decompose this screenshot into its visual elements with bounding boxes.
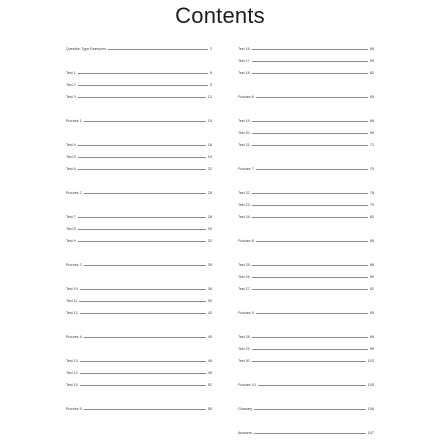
toc-entry bbox=[238, 201, 374, 207]
toc-entry bbox=[238, 309, 374, 315]
entry-page-number: 15 bbox=[207, 119, 212, 123]
entry-label: Puzzles 8 bbox=[238, 239, 254, 243]
dotted-leader bbox=[254, 433, 366, 434]
entry-label: Test 13 bbox=[66, 359, 78, 363]
entry-page-number: 82 bbox=[369, 215, 374, 219]
entry-label: Test 16 bbox=[238, 47, 250, 51]
dotted-leader bbox=[256, 169, 368, 170]
entry-label: Puzzles 6 bbox=[238, 95, 254, 99]
entry-page-number: 25 bbox=[207, 191, 212, 195]
dotted-leader bbox=[252, 73, 368, 74]
page-title: Contents bbox=[175, 3, 265, 28]
entry-label: Test 20 bbox=[238, 131, 250, 135]
dotted-leader bbox=[256, 313, 368, 314]
entry-label: Answers bbox=[238, 431, 252, 435]
entry-page-number: 36 bbox=[207, 287, 212, 291]
entry-page-number: 76 bbox=[369, 191, 374, 195]
entry-page-number: 12 bbox=[207, 95, 212, 99]
dotted-leader bbox=[80, 361, 206, 362]
dotted-leader bbox=[78, 229, 206, 230]
entry-label: Puzzles 9 bbox=[238, 311, 254, 315]
toc-entry bbox=[238, 129, 374, 135]
entry-label: Test 14 bbox=[66, 371, 78, 375]
toc-right-column bbox=[238, 0, 374, 440]
dotted-leader bbox=[78, 145, 206, 146]
toc-entry bbox=[66, 261, 212, 267]
entry-page-number: 69 bbox=[369, 131, 374, 135]
entry-page-number: 52 bbox=[207, 383, 212, 387]
dotted-leader bbox=[84, 265, 206, 266]
toc-entry bbox=[66, 141, 212, 147]
toc-entry bbox=[238, 45, 374, 51]
entry-page-number: 89 bbox=[369, 275, 374, 279]
entry-page-number: 32 bbox=[207, 239, 212, 243]
toc-left-column bbox=[66, 0, 212, 440]
entry-label: Test 3 bbox=[66, 95, 76, 99]
toc-entry bbox=[238, 261, 374, 267]
entry-page-number: 105 bbox=[367, 383, 374, 387]
dotted-leader bbox=[84, 409, 206, 410]
dotted-leader bbox=[252, 337, 368, 338]
entry-label: Test 6 bbox=[66, 167, 76, 171]
entry-page-number: 75 bbox=[369, 167, 374, 171]
toc-entry bbox=[238, 285, 374, 291]
entry-page-number: 99 bbox=[369, 347, 374, 351]
dotted-leader bbox=[84, 193, 206, 194]
entry-page-number: 2 bbox=[209, 47, 212, 51]
entry-label: Test 11 bbox=[66, 299, 78, 303]
toc-entry bbox=[238, 213, 374, 219]
entry-page-number: 102 bbox=[367, 359, 374, 363]
entry-label: Question Type Examples bbox=[66, 47, 106, 51]
toc-entry bbox=[66, 405, 212, 411]
entry-label: Test 29 bbox=[238, 347, 250, 351]
entry-label: Puzzles 1 bbox=[66, 119, 82, 123]
entry-page-number: 107 bbox=[367, 431, 374, 435]
dotted-leader bbox=[80, 373, 206, 374]
dotted-leader bbox=[252, 145, 368, 146]
entry-label: Test 23 bbox=[238, 203, 250, 207]
entry-label: Puzzles 4 bbox=[66, 335, 82, 339]
entry-label: Test 7 bbox=[66, 215, 76, 219]
entry-label: Test 17 bbox=[238, 59, 250, 63]
dotted-leader bbox=[84, 337, 206, 338]
entry-label: Test 10 bbox=[66, 287, 78, 291]
entry-page-number: 86 bbox=[369, 263, 374, 267]
toc-entry bbox=[238, 429, 374, 435]
entry-page-number: 45 bbox=[207, 335, 212, 339]
dotted-leader bbox=[252, 349, 368, 350]
entry-label: Test 8 bbox=[66, 227, 76, 231]
toc-entry bbox=[238, 165, 374, 171]
entry-label: Glossary bbox=[238, 407, 253, 411]
entry-page-number: 49 bbox=[207, 371, 212, 375]
entry-label: Test 26 bbox=[238, 275, 250, 279]
entry-page-number: 55 bbox=[207, 407, 212, 411]
dotted-leader bbox=[78, 217, 206, 218]
entry-page-number: 62 bbox=[369, 71, 374, 75]
dotted-leader bbox=[79, 301, 205, 302]
toc-entry bbox=[66, 45, 212, 51]
dotted-leader bbox=[252, 193, 368, 194]
dotted-leader bbox=[108, 49, 208, 50]
entry-page-number: 19 bbox=[207, 155, 212, 159]
entry-label: Test 15 bbox=[66, 383, 78, 387]
dotted-leader bbox=[258, 385, 366, 386]
toc-entry bbox=[66, 357, 212, 363]
toc-entry bbox=[238, 273, 374, 279]
toc-entry bbox=[66, 165, 212, 171]
toc-entry bbox=[238, 57, 374, 63]
dotted-leader bbox=[252, 121, 368, 122]
dotted-leader bbox=[252, 133, 368, 134]
entry-page-number: 42 bbox=[207, 311, 212, 315]
dotted-leader bbox=[252, 217, 368, 218]
entry-label: Test 22 bbox=[238, 191, 250, 195]
toc-entry bbox=[238, 93, 374, 99]
entry-label: Puzzles 10 bbox=[238, 383, 256, 387]
dotted-leader bbox=[78, 157, 206, 158]
toc-entry bbox=[238, 405, 374, 411]
toc-entry bbox=[238, 141, 374, 147]
entry-label: Test 18 bbox=[238, 71, 250, 75]
dotted-leader bbox=[252, 205, 368, 206]
toc-entry bbox=[66, 225, 212, 231]
dotted-leader bbox=[252, 361, 366, 362]
toc-entry bbox=[66, 81, 212, 87]
dotted-leader bbox=[254, 409, 365, 410]
toc-entry bbox=[66, 69, 212, 75]
entry-label: Test 4 bbox=[66, 143, 76, 147]
entry-page-number: 9 bbox=[209, 83, 212, 87]
entry-page-number: 72 bbox=[369, 143, 374, 147]
toc-entry bbox=[238, 357, 374, 363]
toc-entry bbox=[66, 381, 212, 387]
dotted-leader bbox=[84, 121, 206, 122]
entry-label: Test 30 bbox=[238, 359, 250, 363]
toc-entry bbox=[238, 117, 374, 123]
entry-page-number: 96 bbox=[369, 335, 374, 339]
entry-label: Test 27 bbox=[238, 287, 250, 291]
dotted-leader bbox=[80, 289, 206, 290]
toc-entry bbox=[66, 153, 212, 159]
entry-page-number: 16 bbox=[207, 143, 212, 147]
dotted-leader bbox=[256, 241, 368, 242]
dotted-leader bbox=[256, 97, 368, 98]
entry-label: Puzzles 5 bbox=[66, 407, 82, 411]
dotted-leader bbox=[78, 73, 208, 74]
dotted-leader bbox=[78, 169, 206, 170]
dotted-leader bbox=[252, 277, 368, 278]
toc-entry bbox=[238, 237, 374, 243]
entry-label: Test 21 bbox=[238, 143, 250, 147]
entry-page-number: 56 bbox=[369, 47, 374, 51]
entry-page-number: 29 bbox=[207, 227, 212, 231]
dotted-leader bbox=[252, 265, 368, 266]
toc-entry bbox=[66, 93, 212, 99]
toc-entry bbox=[66, 189, 212, 195]
dotted-leader bbox=[252, 61, 368, 62]
entry-page-number: 65 bbox=[369, 95, 374, 99]
dotted-leader bbox=[252, 289, 368, 290]
entry-label: Test 1 bbox=[66, 71, 76, 75]
toc-entry bbox=[66, 285, 212, 291]
entry-page-number: 22 bbox=[207, 167, 212, 171]
entry-page-number: 66 bbox=[369, 119, 374, 123]
entry-label: Test 12 bbox=[66, 311, 78, 315]
dotted-leader bbox=[78, 241, 206, 242]
entry-label: Test 25 bbox=[238, 263, 250, 267]
entry-page-number: 106 bbox=[367, 407, 374, 411]
entry-page-number: 95 bbox=[369, 311, 374, 315]
entry-page-number: 92 bbox=[369, 287, 374, 291]
entry-label: Test 24 bbox=[238, 215, 250, 219]
toc-entry bbox=[66, 213, 212, 219]
toc-entry bbox=[238, 381, 374, 387]
toc-entry bbox=[238, 333, 374, 339]
entry-page-number: 26 bbox=[207, 215, 212, 219]
entry-label: Puzzles 2 bbox=[66, 191, 82, 195]
entry-label: Puzzles 3 bbox=[66, 263, 82, 267]
toc-entry bbox=[238, 345, 374, 351]
toc-entry bbox=[238, 69, 374, 75]
dotted-leader bbox=[252, 49, 368, 50]
dotted-leader bbox=[78, 85, 208, 86]
entry-label: Test 2 bbox=[66, 83, 76, 87]
toc-entry bbox=[238, 189, 374, 195]
dotted-leader bbox=[80, 385, 206, 386]
entry-label: Test 5 bbox=[66, 155, 76, 159]
toc-entry bbox=[66, 333, 212, 339]
entry-page-number: 85 bbox=[369, 239, 374, 243]
toc-entry bbox=[66, 117, 212, 123]
entry-label: Test 9 bbox=[66, 239, 76, 243]
toc-entry bbox=[66, 369, 212, 375]
entry-page-number: 59 bbox=[369, 59, 374, 63]
entry-page-number: 6 bbox=[209, 71, 212, 75]
dotted-leader bbox=[80, 313, 206, 314]
entry-label: Puzzles 7 bbox=[238, 167, 254, 171]
entry-page-number: 39 bbox=[207, 299, 212, 303]
entry-page-number: 46 bbox=[207, 359, 212, 363]
entry-label: Test 19 bbox=[238, 119, 250, 123]
toc-entry bbox=[66, 297, 212, 303]
dotted-leader bbox=[78, 97, 206, 98]
toc-entry bbox=[66, 237, 212, 243]
toc-entry bbox=[66, 309, 212, 315]
entry-page-number: 79 bbox=[369, 203, 374, 207]
entry-page-number: 35 bbox=[207, 263, 212, 267]
entry-label: Test 28 bbox=[238, 335, 250, 339]
